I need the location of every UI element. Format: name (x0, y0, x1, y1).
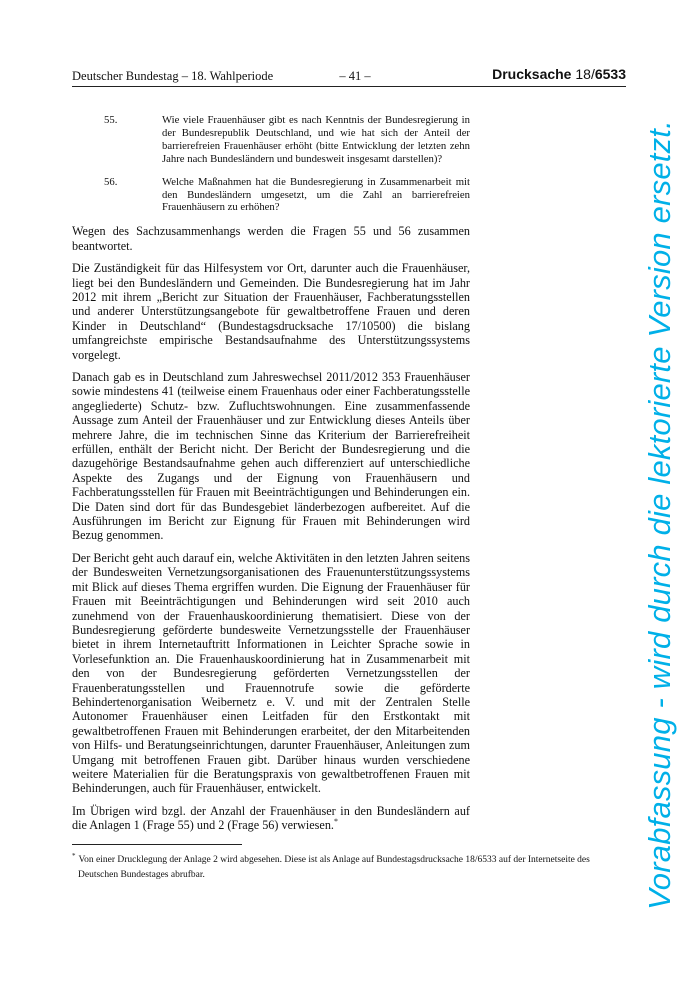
footnote-text-2: Deutschen Bundestages abrufbar. (78, 870, 205, 880)
header-page-number: – 41 – (339, 69, 371, 83)
footnote-divider (72, 844, 242, 845)
question-item (72, 176, 470, 215)
page-content (72, 114, 470, 841)
question-text: Welche Maßnahmen hat die Bundesregierung in Zusammenarbeit mit den Bundesländern umgesetzt, um die Zahl an barrierefreien Frauenhäusern zu erhöhen? (162, 175, 470, 214)
header-parliament: Deutscher Bundestag – 18. Wahlperiode (72, 69, 274, 83)
answer-paragraph: Danach gab es in Deutschland zum Jahreswechsel 2011/2012 353 Frauenhäuser sowie mindestens 41 (teilweise einem Frauenhaus oder einer Fachberatungsstelle angegliederte) Schutz- bzw. Zufluchtswohnungen. Eine zusammenfassende Aussage zum Anteil der Frauenhäuser und zur Entwicklung dieses Anteils über mehrere Jahre, die im technischen Sinne das Kriterium der Barrierefreiheit erfüllen, enthält der Bericht nicht. Der Bericht der Bundesregierung und die dazugehörige Bestandsaufnahme gehen auch differenziert auf unterschiedliche Aspekte des Zugangs und der Eignung von Frauenhäusern und Fachberatungsstellen für Frauen mit Beeinträchtigungen und Behinderungen ein. Die Daten sind dort für das Bundesgebiet länderbezogen aufbereitet. Auf die Ausführungen im Bericht zur Eignung für Frauen mit Behinderungen wird Bezug genommen. (72, 370, 470, 543)
footnote-reference: * (333, 817, 338, 827)
footnote-mark: * (72, 851, 76, 860)
question-text: Wie viele Frauenhäuser gibt es nach Kenntnis der Bundesregierung in der Bundesrepublik Deutschland, und wie hat sich der Anteil der barrierefreien Frauenhäuser erhöht (bitte Entwicklung der letzten zehn Jahre nach Bundesländern und bundesweit insgesamt darstellen)? (162, 114, 470, 165)
answer-paragraph: Wegen des Sachzusammenhangs werden die Fragen 55 und 56 zusammen beantwortet. (72, 224, 470, 253)
header-doc-prefix: 18/ (575, 66, 595, 82)
answer-paragraph-final (72, 804, 470, 833)
answer-paragraph: Der Bericht geht auch darauf ein, welche Aktivitäten in den letzten Jahren seitens der Bundesweiten Vernetzungsorganisationen des Frauenunterstützungssystems mit Blick auf dieses Thema ergriffen wurden. Die Eignung der Frauenhäuser für Frauen mit Beeinträchtigungen und Behinderungen wird seit 2010 auch zunehmend von der Frauenhauskoordinierung thematisiert. Diese von der Bundesregierung geförderte bundesweite Vernetzungsstelle der Frauenhäuser bietet in ihrem Internetauftritt Informationen in Leichter Sprache sowie in Vorlesefunktion an. Die Frauenhauskoordinierung hat in Zusammenarbeit mit den von der Bundesregierung geförderten Vernetzungsstellen der Frauenberatungsstellen und Frauennotrufe sowie die geförderte Behindertenorganisation Weibernetz e. V. und mit der Zentralen Stelle Autonomer Frauenhäuser einen Leitfaden für den Erstkontakt mit gewaltbetroffenen Frauen mit Behinderungen erarbeitet, der den Mitarbeitenden von Hilfs- und Beratungseinrichtungen, darunter Frauenhäuser, Anleitungen zum Umgang mit betroffenen Frauen gibt. Darüber hinaus wurden verschiedene weitere Materialien für die Beratungspraxis von gewaltbetroffenen Frauen mit Behinderungen, auch für Frauenhäuser, entwickelt. (72, 550, 470, 796)
question-number: 55. (104, 114, 118, 126)
final-paragraph-text: Im Übrigen wird bzgl. der Anzahl der Frauenhäuser in den Bundesländern auf die Anlagen 1 (Frage 55) und 2 (Frage 56) verwiesen. (72, 803, 470, 833)
header-doc-number: 6533 (594, 66, 626, 82)
header-document-number (492, 66, 626, 82)
footnote (72, 853, 632, 883)
page-header (72, 68, 626, 87)
footnote-line (72, 853, 632, 868)
question-item (72, 114, 470, 166)
header-doc-label: Drucksache (492, 66, 572, 82)
answer-paragraph: Die Zuständigkeit für das Hilfesystem vor Ort, darunter auch die Frauenhäuser, liegt bei den Bundesländern und Gemeinden. Die Bundesregierung hat im Jahr 2012 mit ihrem „Bericht zur Situation der Frauenhäuser, Fachberatungsstellen und anderer Unterstützungsangebote für gewaltbetroffene Frauen und deren Kinder in Deutschland“ (Bundestagsdrucksache 17/10500) die bislang umfangreichste empirische Bestandsaufnahme des Unterstützungssystems vorgelegt. (72, 261, 470, 362)
question-number: 56. (104, 175, 118, 188)
draft-watermark: Vorabfassung - wird durch die lektorierte Version ersetzt. (642, 120, 677, 910)
footnote-text-1: Von einer Drucklegung der Anlage 2 wird abgesehen. Diese ist als Anlage auf Bundestagsdrucksache 18/6533 auf der Internetseite des (78, 855, 590, 865)
